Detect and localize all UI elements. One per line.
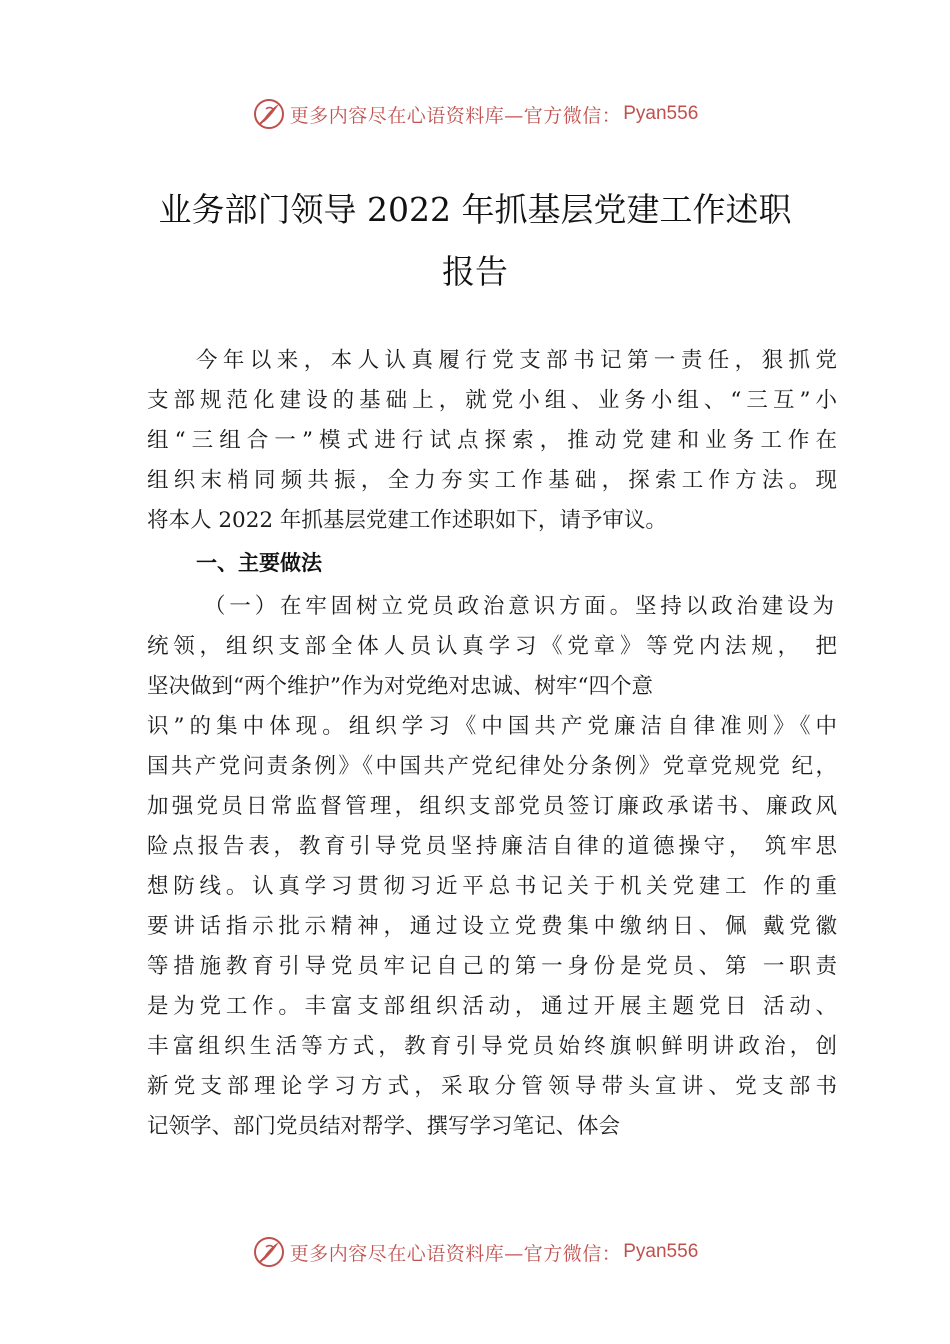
intro-line: 将本人 2022 年抓基层党建工作述职如下，请予审议。 (147, 508, 667, 533)
document-title-line-1: 业务部门领导 2022 年抓基层党建工作述职 (158, 190, 792, 229)
section-line: 记领学、部门党员结对帮学、撰写学习笔记、体会 (147, 1114, 621, 1139)
section-heading: 一、主要做法 (196, 551, 322, 575)
header-watermark (0, 94, 950, 134)
section-line: 坚决做到“两个维护”作为对党绝对忠诚、树牢“四个意 (147, 674, 653, 699)
document-title-line-2: 报告 (442, 252, 508, 291)
quill-logo-icon (252, 1235, 286, 1269)
section-line: 统领，组织支部全体人员认真学习《党章》等党内法规， 把 (147, 634, 837, 659)
section-line: 想防线。认真学习贯彻习近平总书记关于机关党建工 作的重 (147, 874, 837, 899)
section-line: 险点报告表，教育引导党员坚持廉洁自律的道德操守， 筑牢思 (147, 834, 837, 859)
quill-logo-icon (252, 97, 286, 131)
watermark-text: 更多内容尽在心语资料库—官方微信： (289, 104, 622, 127)
section-line: 国共产党问责条例》《中国共产党纪律处分条例》党章党规党 纪， (147, 754, 837, 779)
intro-line: 组“三组合一”模式进行试点探索，推动党建和业务工作在 (147, 428, 837, 453)
section-line: （一）在牢固树立党员政治意识方面。坚持以政治建设为 (204, 594, 834, 619)
section-line: 等措施教育引导党员牢记自己的第一身份是党员、第 一职责 (147, 954, 837, 979)
intro-line: 今年以来，本人认真履行党支部书记第一责任，狠抓党 (196, 348, 837, 373)
section-line: 识”的集中体现。组织学习《中国共产党廉洁自律准则》《中 (147, 714, 837, 739)
section-line: 加强党员日常监督管理，组织支部党员签订廉政承诺书、廉政风 (147, 794, 837, 819)
intro-line: 支部规范化建设的基础上，就党小组、业务小组、“三互”小 (147, 388, 837, 413)
watermark-wechat-id: Pyan556 (623, 1241, 699, 1262)
watermark-wechat-id: Pyan556 (623, 103, 699, 124)
section-line: 丰富组织生活等方式，教育引导党员始终旗帜鲜明讲政治，创 (147, 1034, 837, 1059)
section-line: 要讲话指示批示精神，通过设立党费集中缴纳日、佩 戴党徽 (147, 914, 837, 939)
section-line: 是为党工作。丰富支部组织活动，通过开展主题党日 活动、 (147, 994, 837, 1019)
intro-line: 组织末梢同频共振，全力夯实工作基础，探索工作方法。现 (147, 468, 837, 493)
footer-watermark (0, 1232, 950, 1272)
watermark-text: 更多内容尽在心语资料库—官方微信： (289, 1242, 622, 1265)
section-line: 新党支部理论学习方式，采取分管领导带头宣讲、党支部书 (147, 1074, 837, 1099)
